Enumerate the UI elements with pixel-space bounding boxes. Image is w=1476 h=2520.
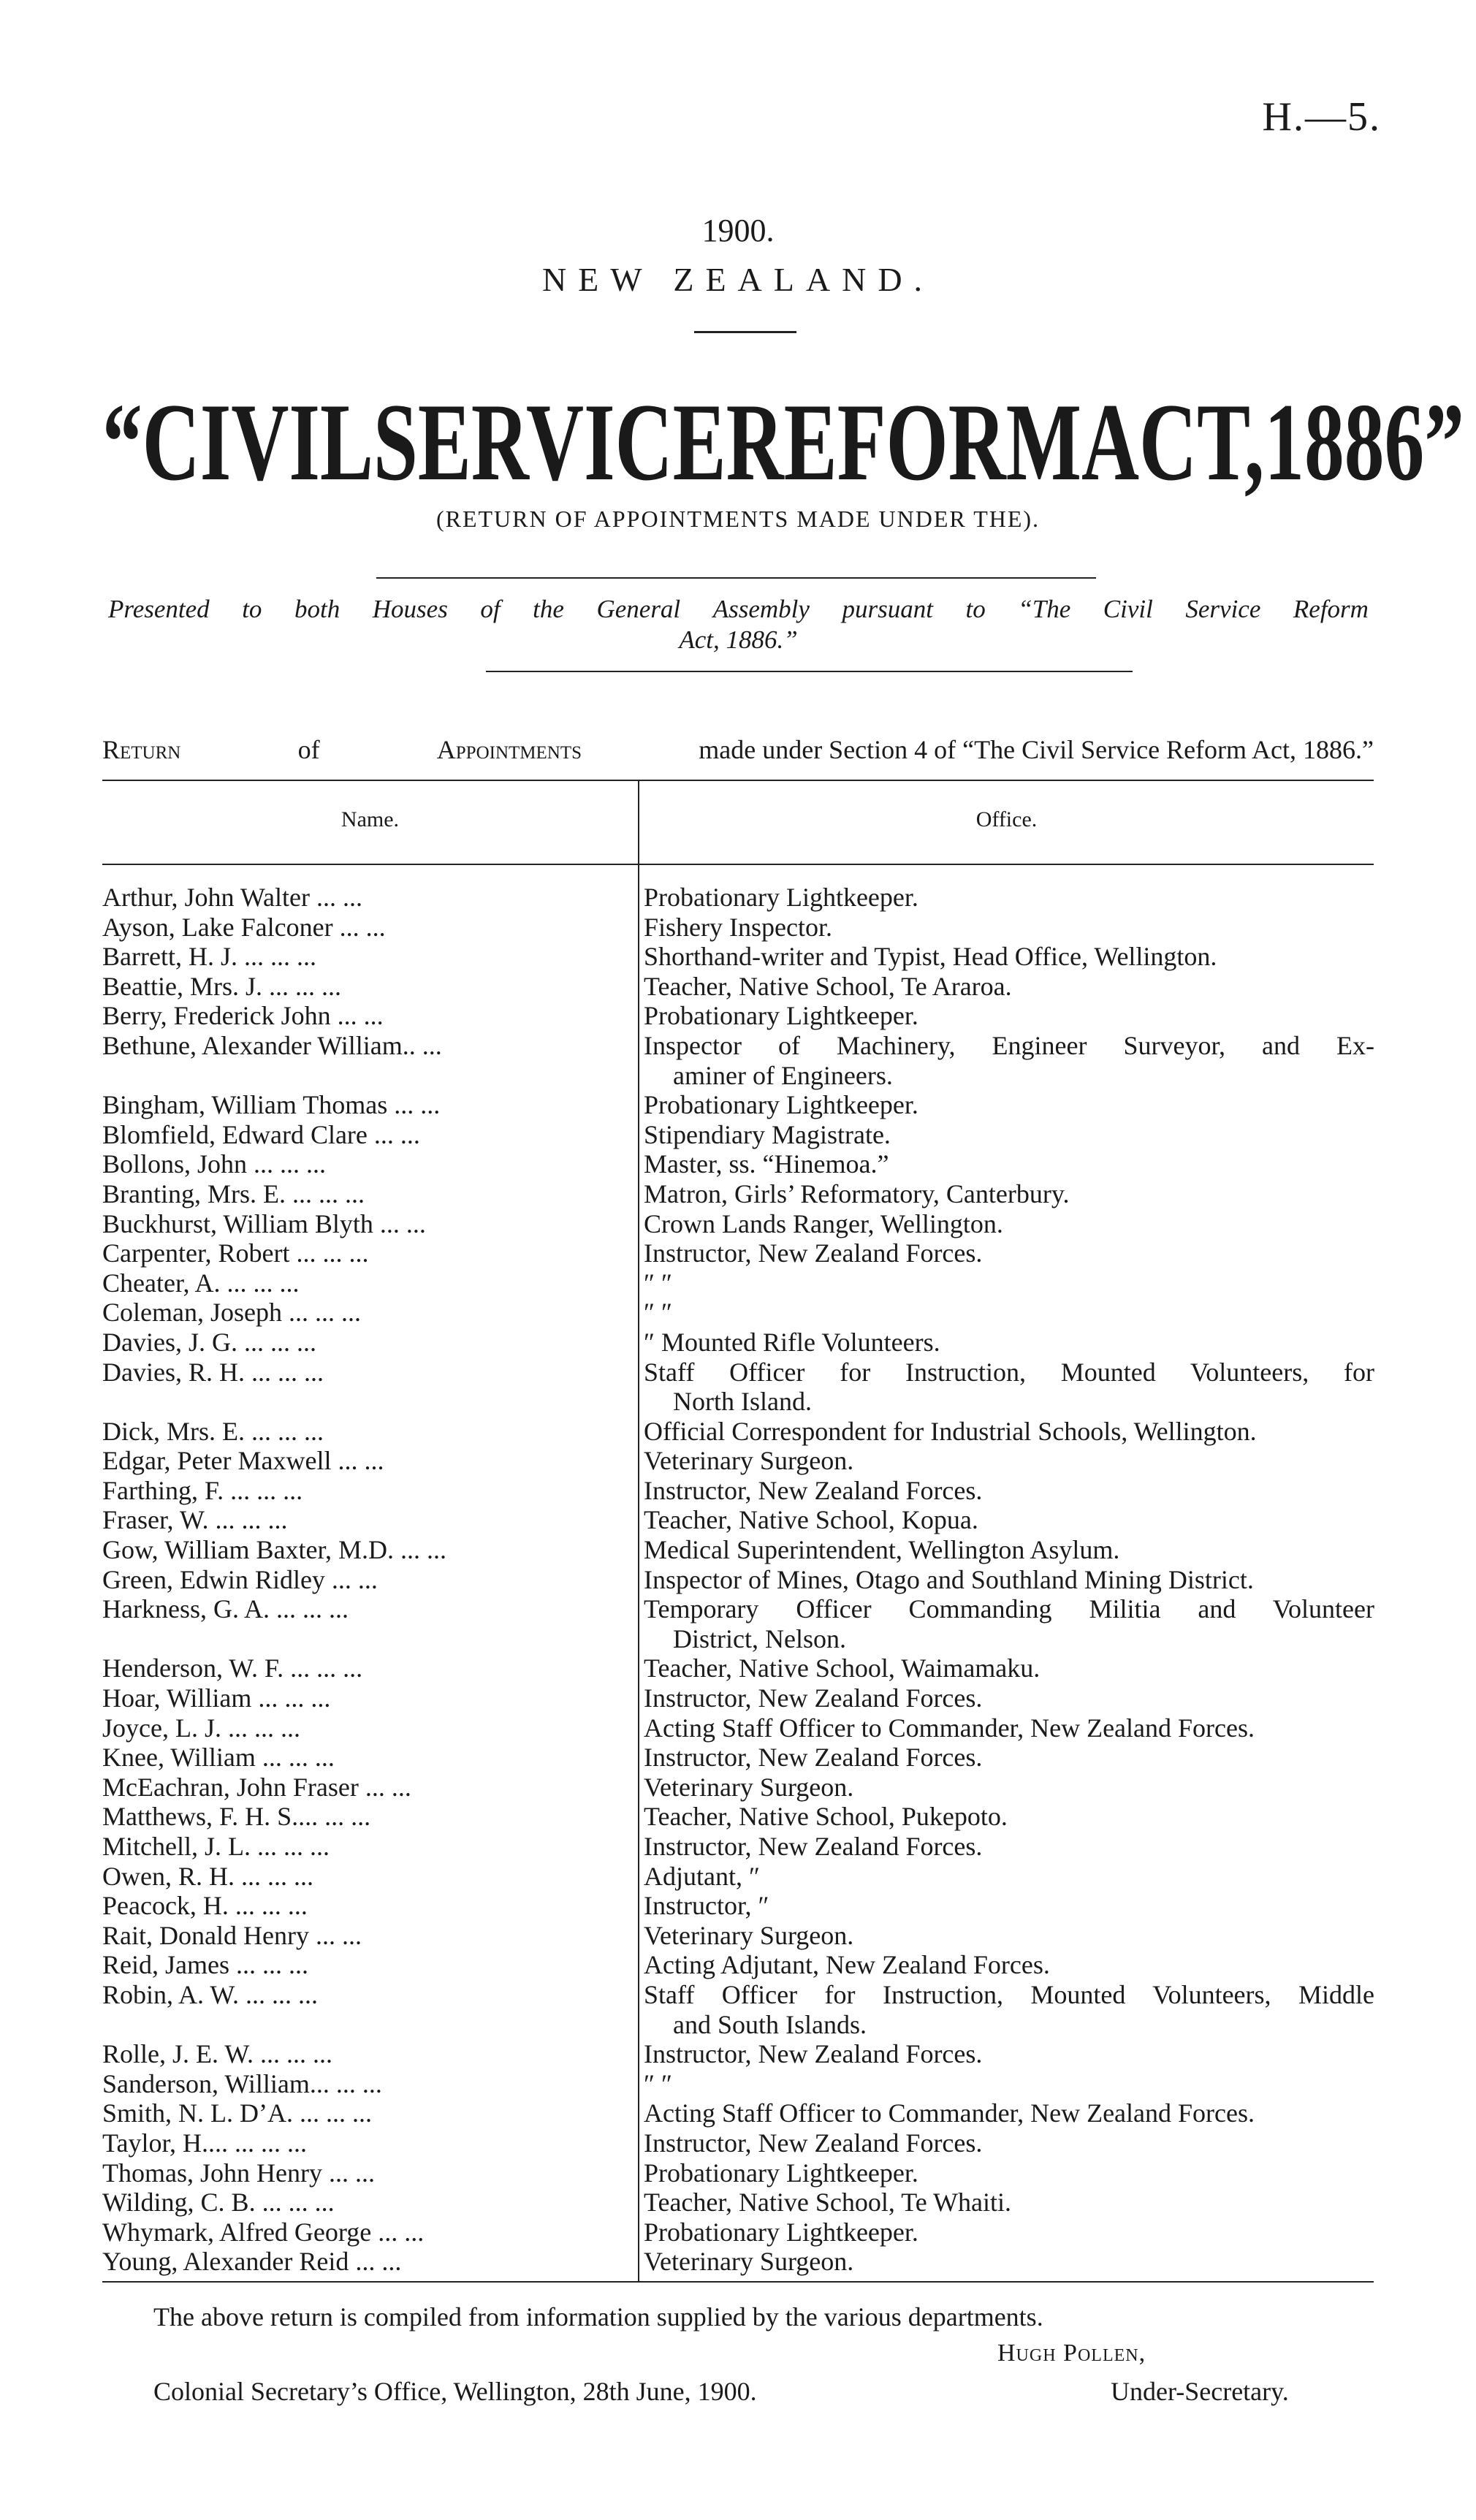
office-cell: [644, 2128, 1374, 2158]
office-text: ″ ″: [644, 1268, 672, 1298]
main-title: [102, 380, 1464, 504]
office-text: Teacher, Native School, Pukepoto.: [644, 1802, 1008, 1832]
office-cell: [644, 1832, 1374, 1862]
table-row: [102, 1743, 1374, 1773]
appointee-name: Branting, Mrs. E. ... ... ...: [102, 1179, 365, 1208]
subtitle: (RETURN OF APPOINTMENTS MADE UNDER THE).: [435, 506, 1041, 532]
appointee-name: Edgar, Peter Maxwell ... ...: [102, 1446, 384, 1476]
appointee-name: Davies, J. G. ... ... ...: [102, 1327, 316, 1357]
appointee-name: Whymark, Alfred George ... ...: [102, 2217, 425, 2247]
return-title-word: Return: [102, 735, 181, 764]
presented-word: Houses: [372, 595, 448, 623]
table-row: [102, 1149, 1374, 1179]
table-row: [102, 1653, 1374, 1683]
office-text: Instructor, New Zealand Forces.: [644, 1475, 983, 1505]
office-cell: [644, 1683, 1374, 1713]
table-row: [102, 1713, 1374, 1743]
office-cell: [644, 913, 1374, 943]
title-word: REFORM: [726, 381, 1082, 503]
table-row: [102, 1031, 1374, 1090]
office-cell: [644, 2098, 1374, 2128]
country-heading: NEW ZEALAND.: [541, 261, 935, 298]
office-text: Veterinary Surgeon.: [644, 1446, 854, 1476]
appointee-name: Bethune, Alexander William.. ...: [102, 1030, 442, 1060]
table-row: [102, 1446, 1374, 1476]
table-row: [102, 972, 1374, 1002]
table-row: [102, 1179, 1374, 1209]
title-word: ACT,: [1081, 381, 1265, 503]
appointee-name: Barrett, H. J. ... ... ...: [102, 942, 316, 972]
office-text: Instructor, New Zealand Forces.: [644, 1683, 983, 1713]
office-cell: [644, 2039, 1374, 2069]
table-row: [102, 1328, 1374, 1358]
office-cell: [644, 1238, 1374, 1268]
table-row: [102, 1358, 1374, 1417]
office-cell: [644, 1950, 1374, 1980]
table-row: [102, 2069, 1374, 2099]
title-word: “CIVIL: [102, 381, 373, 503]
office-text: Medical Superintendent, Wellington Asylum.: [644, 1535, 1120, 1565]
office-cell: [644, 2158, 1374, 2188]
table-row: [102, 1090, 1374, 1120]
return-title: [102, 734, 1374, 765]
table-top-rule: [102, 780, 1374, 781]
appointee-name: Young, Alexander Reid ... ...: [102, 2247, 402, 2277]
office-cell: [644, 972, 1374, 1002]
table-row: [102, 1505, 1374, 1535]
office-cell: [644, 2218, 1374, 2247]
appointee-name: Blomfield, Edward Clare ... ...: [102, 1119, 420, 1149]
divider-rule: [486, 671, 1133, 672]
office-cell: [644, 1358, 1374, 1417]
appointee-name: Joyce, L. J. ... ... ...: [102, 1713, 300, 1743]
presented-word: Assembly: [712, 595, 810, 623]
table-row: [102, 2128, 1374, 2158]
office-text: Official Correspondent for Industrial Schools, Wellington.: [644, 1416, 1257, 1446]
presented-word: to: [965, 595, 986, 623]
appointee-name: Dick, Mrs. E. ... ... ...: [102, 1416, 324, 1446]
office-text: Stipendiary Magistrate.: [644, 1119, 891, 1149]
table-row: [102, 942, 1374, 972]
office-text: Inspector of Machinery, Engineer Surveyor, and Ex-: [644, 1030, 1374, 1060]
office-text: Acting Staff Officer to Commander, New Zealand Forces.: [644, 1713, 1255, 1743]
office-cell: [644, 1535, 1374, 1565]
office-cell: [644, 1773, 1374, 1803]
presented-word: Service: [1185, 595, 1261, 623]
appointee-name: Wilding, C. B. ... ... ...: [102, 2188, 335, 2218]
appointee-name: Carpenter, Robert ... ... ...: [102, 1238, 369, 1268]
office-text-continuation: North Island.: [673, 1387, 812, 1417]
appointee-name: Gow, William Baxter, M.D. ... ...: [102, 1535, 447, 1565]
office-cell: [644, 942, 1374, 972]
office-cell: [644, 1417, 1374, 1447]
appointee-name: Harkness, G. A. ... ... ...: [102, 1594, 349, 1624]
table-row: [102, 2039, 1374, 2069]
office-text: Staff Officer for Instruction, Mounted Volunteers, Middle: [644, 1979, 1374, 2009]
presented-word: General: [596, 595, 681, 623]
appointee-name: Green, Edwin Ridley ... ...: [102, 1564, 378, 1594]
appointee-name: Thomas, John Henry ... ...: [102, 2158, 375, 2188]
table-row: [102, 1476, 1374, 1506]
return-title-word: Appointments: [436, 735, 582, 764]
office-cell: [644, 2247, 1374, 2277]
table-row: [102, 1950, 1374, 1980]
presented-word: “The: [1018, 595, 1071, 623]
return-title-rest: made under Section 4 of “The Civil Service Reform Act, 1886.”: [699, 735, 1374, 764]
office-text: Teacher, Native School, Waimamaku.: [644, 1653, 1041, 1683]
signer-title: Under-Secretary.: [1111, 2377, 1289, 2406]
office-text: Temporary Officer Commanding Militia and Volunteer: [644, 1594, 1374, 1624]
office-cell: [644, 1594, 1374, 1653]
office-text: Adjutant, ″: [644, 1861, 760, 1891]
table-row: [102, 1891, 1374, 1921]
office-cell: [644, 1001, 1374, 1031]
appointee-name: Farthing, F. ... ... ...: [102, 1475, 303, 1505]
office-cell: [644, 1713, 1374, 1743]
office-text: Probationary Lightkeeper.: [644, 2217, 918, 2247]
office-text: Probationary Lightkeeper.: [644, 2158, 918, 2188]
office-text-continuation: District, Nelson.: [673, 1623, 846, 1653]
table-row: [102, 1535, 1374, 1565]
office-text: ″ Mounted Rifle Volunteers.: [644, 1327, 940, 1357]
table-row: [102, 1594, 1374, 1653]
appointee-name: Reid, James ... ... ...: [102, 1950, 308, 1980]
office-cell: [644, 1505, 1374, 1535]
appointee-name: Davies, R. H. ... ... ...: [102, 1357, 324, 1387]
office-cell: [644, 1328, 1374, 1358]
table-row: [102, 1268, 1374, 1298]
office-cell: [644, 2188, 1374, 2218]
return-title-word: of: [297, 735, 320, 764]
office-text: Master, ss. “Hinemoa.”: [644, 1149, 889, 1179]
office-cell: [644, 1446, 1374, 1476]
table-row: [102, 1238, 1374, 1268]
office-text: Probationary Lightkeeper.: [644, 883, 918, 912]
presented-word: the: [533, 595, 564, 623]
office-cell: [644, 1209, 1374, 1239]
place-and-date: Colonial Secretary’s Office, Wellington, 28th June, 1900.: [153, 2377, 757, 2406]
office-text: Shorthand-writer and Typist, Head Office, Wellington.: [644, 942, 1217, 972]
office-text: Inspector of Mines, Otago and Southland Mining District.: [644, 1564, 1254, 1594]
appointee-name: Sanderson, William... ... ...: [102, 2068, 382, 2098]
table-row: [102, 1862, 1374, 1892]
document-year: 1900.: [701, 213, 775, 248]
appointee-name: McEachran, John Fraser ... ...: [102, 1772, 411, 1802]
appointee-name: Beattie, Mrs. J. ... ... ...: [102, 971, 341, 1001]
table-row: [102, 1921, 1374, 1951]
appointee-name: Buckhurst, William Blyth ... ...: [102, 1208, 426, 1238]
title-word: SERVICE: [373, 381, 726, 503]
appointee-name: Berry, Frederick John ... ...: [102, 1001, 384, 1031]
table-row: [102, 1683, 1374, 1713]
table-row: [102, 2098, 1374, 2128]
office-text: Acting Adjutant, New Zealand Forces.: [644, 1950, 1050, 1980]
presented-word: Civil: [1103, 595, 1153, 623]
presented-word: Reform: [1293, 595, 1369, 623]
office-text-continuation: and South Islands.: [673, 2009, 867, 2039]
office-cell: [644, 1980, 1374, 2039]
appointee-name: Matthews, F. H. S.... ... ...: [102, 1802, 371, 1832]
office-text: ″ ″: [644, 1298, 672, 1328]
presented-word: of: [480, 595, 501, 623]
office-cell: [644, 1802, 1374, 1832]
presented-statement: [108, 594, 1369, 655]
office-text: Fishery Inspector.: [644, 912, 832, 942]
appointee-name: Owen, R. H. ... ... ...: [102, 1861, 313, 1891]
office-cell: [644, 1862, 1374, 1892]
office-text-continuation: aminer of Engineers.: [673, 1060, 893, 1090]
appointee-name: Smith, N. L. D’A. ... ... ...: [102, 2098, 372, 2128]
office-cell: [644, 1921, 1374, 1951]
office-text: Crown Lands Ranger, Wellington.: [644, 1208, 1003, 1238]
signer-name: Hugh Pollen,: [997, 2340, 1146, 2367]
office-text: Teacher, Native School, Kopua.: [644, 1505, 978, 1535]
office-text: Instructor, ″: [644, 1891, 769, 1921]
table-row: [102, 1001, 1374, 1031]
table-row: [102, 2247, 1374, 2277]
table-row: [102, 1120, 1374, 1150]
office-text: Instructor, New Zealand Forces.: [644, 2039, 983, 2069]
table-row: [102, 883, 1374, 913]
appointments-table-body: [102, 883, 1374, 2277]
appointee-name: Rolle, J. E. W. ... ... ...: [102, 2039, 333, 2069]
office-text: Probationary Lightkeeper.: [644, 1090, 918, 1120]
appointee-name: Coleman, Joseph ... ... ...: [102, 1298, 361, 1328]
appointee-name: Bollons, John ... ... ...: [102, 1149, 327, 1179]
office-cell: [644, 2069, 1374, 2099]
table-row: [102, 2158, 1374, 2188]
office-cell: [644, 1149, 1374, 1179]
title-word: 1886”: [1264, 381, 1464, 503]
office-text: Veterinary Surgeon.: [644, 1772, 854, 1802]
presented-word: to: [242, 595, 262, 623]
appointee-name: Fraser, W. ... ... ...: [102, 1505, 288, 1535]
office-text: Instructor, New Zealand Forces.: [644, 1832, 983, 1861]
table-row: [102, 1832, 1374, 1862]
office-cell: [644, 1179, 1374, 1209]
office-text: Veterinary Surgeon.: [644, 1920, 854, 1950]
office-text: Instructor, New Zealand Forces.: [644, 1743, 983, 1773]
appointee-name: Peacock, H. ... ... ...: [102, 1891, 308, 1921]
table-row: [102, 1209, 1374, 1239]
office-text: Staff Officer for Instruction, Mounted Volunteers, for: [644, 1357, 1374, 1387]
column-header-name: Name.: [341, 807, 400, 831]
table-row: [102, 1980, 1374, 2039]
table-row: [102, 1773, 1374, 1803]
table-row: [102, 1565, 1374, 1595]
footer-note: The above return is compiled from information supplied by the various departments.: [153, 2302, 1043, 2331]
appointee-name: Arthur, John Walter ... ...: [102, 883, 362, 912]
appointee-name: Mitchell, J. L. ... ... ...: [102, 1832, 330, 1861]
office-cell: [644, 1743, 1374, 1773]
table-row: [102, 2218, 1374, 2247]
office-cell: [644, 1565, 1374, 1595]
table-header-rule: [102, 864, 1374, 865]
office-text: ″ ″: [644, 2068, 672, 2098]
divider-rule: [694, 331, 796, 333]
office-text: Veterinary Surgeon.: [644, 2247, 854, 2277]
office-cell: [644, 1120, 1374, 1150]
office-text: Instructor, New Zealand Forces.: [644, 2128, 983, 2158]
appointee-name: Knee, William ... ... ...: [102, 1743, 335, 1773]
appointee-name: Bingham, William Thomas ... ...: [102, 1090, 441, 1120]
presented-word: pursuant: [842, 595, 933, 623]
table-row: [102, 1417, 1374, 1447]
appointee-name: Hoar, William ... ... ...: [102, 1683, 331, 1713]
office-text: Teacher, Native School, Te Whaiti.: [644, 2188, 1012, 2218]
table-row: [102, 1802, 1374, 1832]
column-header-office: Office.: [975, 807, 1038, 831]
appointee-name: Robin, A. W. ... ... ...: [102, 1979, 319, 2009]
appointee-name: Cheater, A. ... ... ...: [102, 1268, 300, 1298]
page-reference: H.—5.: [1262, 94, 1381, 140]
office-cell: [644, 1031, 1374, 1090]
appointee-name: Rait, Donald Henry ... ...: [102, 1920, 362, 1950]
appointee-name: Taylor, H.... ... ... ...: [102, 2128, 308, 2158]
divider-rule: [376, 577, 1096, 579]
presented-line-2: Act, 1886.”: [679, 625, 798, 654]
office-cell: [644, 1090, 1374, 1120]
table-row: [102, 1298, 1374, 1328]
office-text: Acting Staff Officer to Commander, New Zealand Forces.: [644, 2098, 1255, 2128]
office-cell: [644, 1298, 1374, 1328]
office-text: Matron, Girls’ Reformatory, Canterbury.: [644, 1179, 1070, 1208]
office-text: Probationary Lightkeeper.: [644, 1001, 918, 1031]
table-bottom-rule: [102, 2281, 1374, 2283]
presented-word: Presented: [108, 595, 210, 623]
table-row: [102, 913, 1374, 943]
office-text: Instructor, New Zealand Forces.: [644, 1238, 983, 1268]
office-cell: [644, 1653, 1374, 1683]
appointee-name: Ayson, Lake Falconer ... ...: [102, 912, 386, 942]
table-row: [102, 2188, 1374, 2218]
office-cell: [644, 883, 1374, 913]
appointee-name: Henderson, W. F. ... ... ...: [102, 1653, 363, 1683]
presented-word: both: [294, 595, 341, 623]
office-cell: [644, 1268, 1374, 1298]
office-text: Teacher, Native School, Te Araroa.: [644, 971, 1012, 1001]
office-cell: [644, 1476, 1374, 1506]
office-cell: [644, 1891, 1374, 1921]
presented-line-1: [108, 594, 1369, 625]
